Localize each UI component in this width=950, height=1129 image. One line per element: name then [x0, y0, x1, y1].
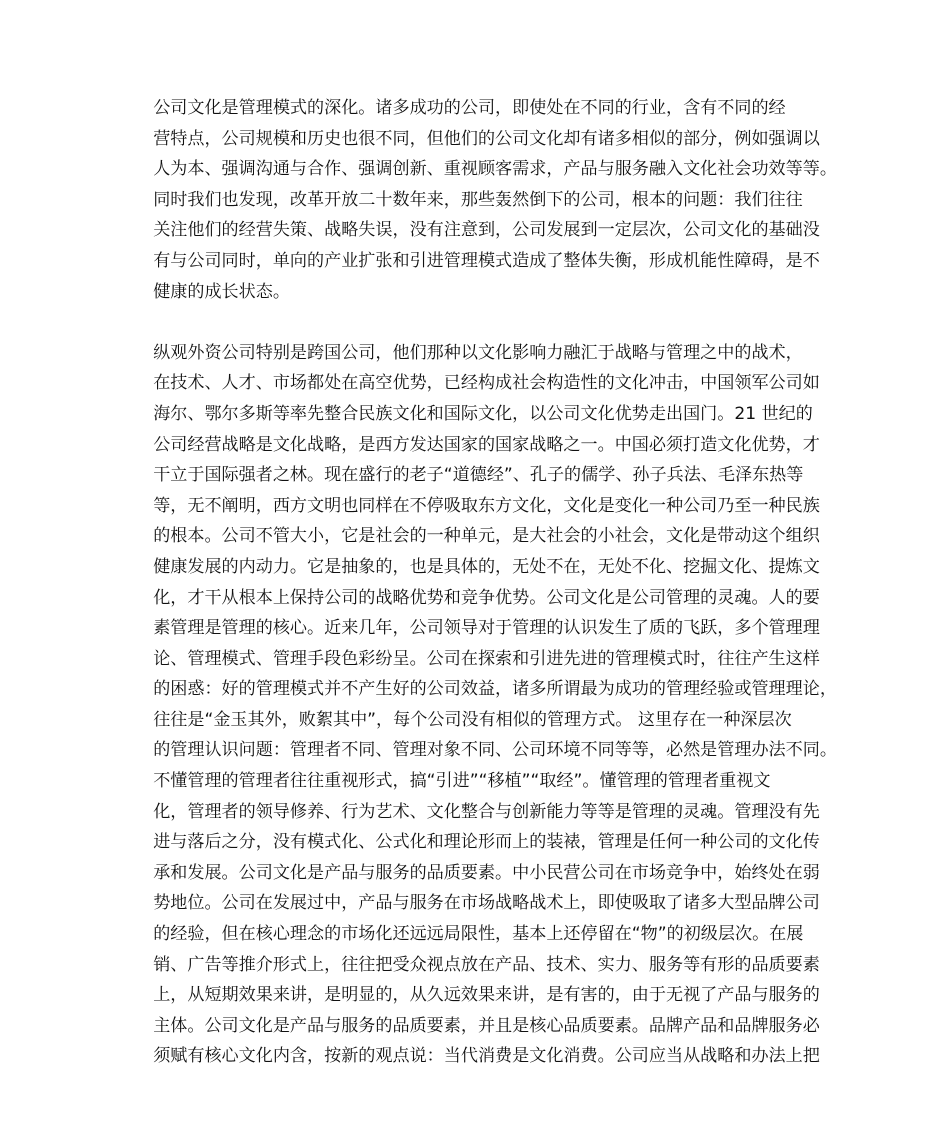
text-line: 势地位。公司在发展过中，产品与服务在市场战略战术上，即使吸取了诸多大型品牌公司	[153, 893, 820, 914]
text-line: 须赋有核心文化内含，按新的观点说：当代消费是文化消费。公司应当从战略和办法上把	[153, 1046, 820, 1067]
text-line: 有与公司同时，单向的产业扩张和引进管理模式造成了整体失衡，形成机能性障碍，是不	[153, 250, 820, 271]
paragraph-culture-management	[119, 93, 837, 307]
text-line: 在技术、人才、市场都处在高空优势，已经构成社会构造性的文化冲击，中国领军公司如	[153, 373, 820, 394]
text-line: 的经验，但在核心理念的市场化还远远局限性，基本上还停留在“物”的初级层次。在展	[153, 924, 804, 945]
text-line: 营特点，公司规模和历史也很不同，但他们的公司文化却有诸多相似的部分，例如强调以	[153, 128, 820, 149]
text-line: 承和发展。公司文化是产品与服务的品质要素。中小民营公司在市场竞争中，始终处在弱	[153, 862, 820, 883]
text-line: 化，才干从根本上保持公司的战略优势和竞争优势。公司文化是公司管理的灵魂。人的要	[153, 587, 820, 608]
text-line: 往往是“金玉其外，败絮其中”，每个公司没有相似的管理方式。 这里存在一种深层次	[153, 709, 792, 730]
text-line: 人为本、强调沟通与合作、强调创新、重视顾客需求，产品与服务融入文化社会功效等等。	[153, 159, 837, 180]
text-line: 素管理是管理的核心。近来几年，公司领导对于管理的认识发生了质的飞跃，多个管理理	[153, 618, 820, 639]
text-line: 销、广告等推介形式上，往往把受众视点放在产品、技术、实力、服务等有形的品质要素	[153, 954, 820, 975]
text-line: 海尔、鄂尔多斯等率先整合民族文化和国际文化，以公司文化优势走出国门。21 世纪的	[153, 403, 813, 424]
text-line: 关注他们的经营失策、战略失误，没有注意到，公司发展到一定层次，公司文化的基础没	[153, 220, 820, 241]
text-line: 公司经营战略是文化战略，是西方发达国家的国家战略之一。中国必须打造文化优势，才	[153, 434, 820, 455]
text-line: 公司文化是管理模式的深化。诸多成功的公司，即使处在不同的行业，含有不同的经	[153, 98, 786, 118]
text-line: 同时我们也发现，改革开放二十数年来，那些轰然倒下的公司，根本的问题：我们往往	[153, 189, 803, 210]
text-line: 健康的成长状态。	[153, 281, 290, 302]
text-line: 主体。公司文化是产品与服务的品质要素，并且是核心品质要素。品牌产品和品牌服务必	[153, 1015, 820, 1036]
paragraph-foreign-companies	[119, 338, 837, 1072]
document-body	[119, 93, 837, 1072]
text-line: 等，无不阐明，西方文明也同样在不停吸取东方文化，文化是变化一种公司乃至一种民族	[153, 495, 820, 516]
text-line: 进与落后之分，没有模式化、公式化和理论形而上的装裱，管理是任何一种公司的文化传	[153, 832, 820, 853]
text-line: 上，从短期效果来讲，是明显的，从久远效果来讲，是有害的，由于无视了产品与服务的	[153, 985, 820, 1006]
text-line: 论、管理模式、管理手段色彩纷呈。公司在探索和引进先进的管理模式时，往往产生这样	[153, 648, 820, 669]
text-line: 的根本。公司不管大小，它是社会的一种单元，是大社会的小社会，文化是带动这个组织	[153, 526, 820, 547]
text-line: 的困惑：好的管理模式并不产生好的公司效益，诸多所谓最为成功的管理经验或管理理论，	[153, 679, 837, 700]
text-line: 健康发展的内动力。它是抽象的，也是具体的，无处不在，无处不化、挖掘文化、提炼文	[153, 556, 820, 577]
text-line: 干立于国际强者之林。现在盛行的老子“道德经”、孔子的儒学、孙子兵法、毛泽东热等	[153, 465, 804, 486]
text-line: 不懂管理的管理者往往重视形式，搞“引进”“移植”“取经”。懂管理的管理者重视文	[153, 771, 771, 792]
text-line: 的管理认识问题：管理者不同、管理对象不同、公司环境不同等等，必然是管理办法不同。	[153, 740, 837, 761]
text-line: 纵观外资公司特别是跨国公司，他们那种以文化影响力融汇于战略与管理之中的战术，	[153, 342, 803, 363]
text-line: 化，管理者的领导修养、行为艺术、文化整合与创新能力等等是管理的灵魂。管理没有先	[153, 801, 820, 822]
